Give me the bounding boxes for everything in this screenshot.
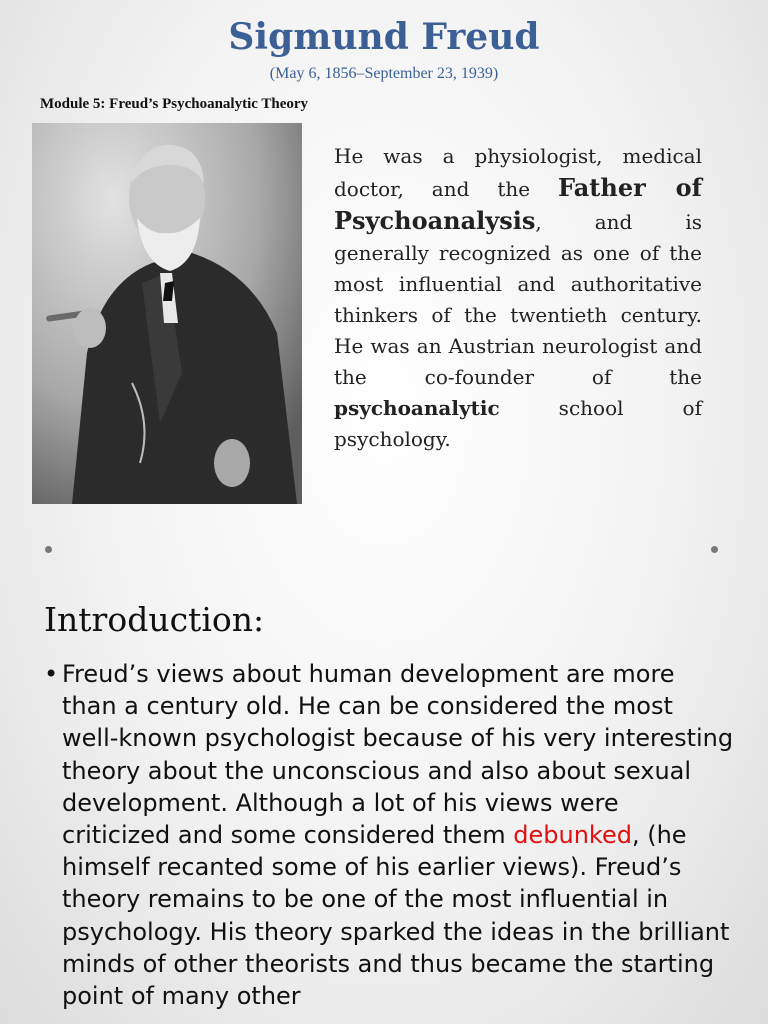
bio-paragraph bbox=[334, 141, 702, 455]
intro-text-1: Freud’s views about human development are more than a century old. He can be considered the most well-known psychologist because of his very interesting theory about the unconscious and also about sexual development. Although a lot of his views were criticized and some considered them bbox=[62, 660, 734, 850]
bio-text-1: He was a physiologist, medical doctor, and the bbox=[334, 144, 702, 201]
intro-heading: Introduction: bbox=[44, 600, 265, 639]
slide-dot-right bbox=[711, 546, 718, 553]
bullet-icon: • bbox=[44, 660, 59, 688]
slide-subtitle: (May 6, 1856–September 23, 1939) bbox=[269, 65, 499, 82]
intro-bullet bbox=[44, 658, 734, 1012]
bio-emphasis-father: Father of Psychoanalysis bbox=[334, 173, 702, 235]
bio-emphasis-psychoanalytic: psychoanalytic bbox=[334, 396, 500, 420]
intro-bullet-text bbox=[62, 658, 734, 1012]
bio-text-2: , and is generally recognized as one of the most influential and authoritative thinkers of the twentieth century. He was an Austrian neurologist and the co-founder of the bbox=[334, 210, 702, 389]
slide-dot-left bbox=[45, 546, 52, 553]
slide-title: Sigmund Freud bbox=[228, 16, 540, 58]
intro-text-2: , (he himself recanted some of his earlier views). Freud’s theory remains to be one of the most influential in psychology. His theory sparked the ideas in the brilliant minds of other theorists and thus became the starting point of many other bbox=[62, 821, 730, 1011]
intro-highlight-debunked: debunked bbox=[513, 821, 632, 850]
bio-text-3: school of psychology. bbox=[334, 396, 702, 451]
portrait-illustration bbox=[32, 123, 302, 504]
module-label: Module 5: Freud’s Psychoanalytic Theory bbox=[40, 96, 309, 112]
freud-portrait bbox=[32, 123, 302, 504]
